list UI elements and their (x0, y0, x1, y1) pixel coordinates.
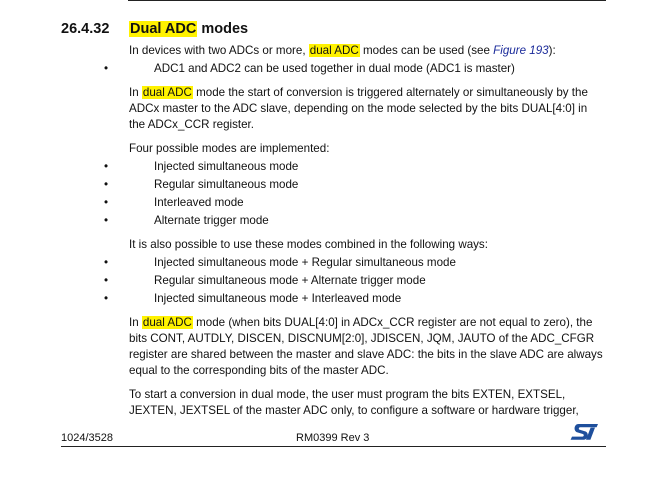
paragraph-combined: It is also possible to use these modes combined in the following ways: (129, 238, 488, 251)
list-item (103, 159, 604, 175)
bullet: • (103, 196, 109, 209)
p1-post: ): (548, 44, 556, 57)
bullet: • (103, 178, 109, 191)
p1-mid: modes can be used (see (359, 44, 494, 57)
list-item-text: ADC1 and ADC2 can be used together in dual mode (ADC1 is master) (154, 62, 515, 75)
bullet: • (103, 160, 109, 173)
p1-pre: In devices with two ADCs or more, (129, 44, 309, 57)
bullet: • (103, 214, 109, 227)
p1-highlight: dual ADC (309, 44, 359, 57)
paragraph-start-conversion: To start a conversion in dual mode, the user must program the bits EXTEN, EXTSEL, JEXTEN, JEXTSEL of the master ADC only, to configure a software or hardware trigger, (129, 388, 579, 417)
p5-highlight: dual ADC (142, 316, 192, 329)
list-adc-pairs (103, 61, 604, 77)
bullet: • (103, 62, 109, 75)
paragraph-dual-mode (129, 85, 604, 133)
p2-highlight: dual ADC (142, 86, 192, 99)
paragraph-intro (129, 43, 604, 59)
p5-pre: In (129, 316, 142, 329)
list-item-text: Injected simultaneous mode + Interleaved mode (154, 292, 402, 305)
list-item (103, 273, 604, 289)
title-rest: modes (197, 21, 249, 37)
list-item (103, 255, 604, 271)
list-item-text: Regular simultaneous mode (154, 178, 299, 191)
st-logo-icon (568, 422, 604, 442)
list-item-text: Regular simultaneous mode + Alternate trigger mode (154, 274, 426, 287)
title-highlight: Dual ADC (130, 21, 197, 37)
p5-post: mode (when bits DUAL[4:0] in ADCx_CCR register are not equal to zero), the bits CONT, AUTDLY, DISCEN, DISCNUM[2:0], JDISCEN, JQM, JAUTO of the ADC_CFGR register are shared between the master and slave ADC: the bits in the slave ADC are always equal to the corresponding bits of the master ADC. (129, 316, 603, 377)
list-modes (103, 159, 604, 229)
bullet: • (103, 256, 109, 269)
paragraph-shared-bits (129, 315, 604, 379)
page-number: 1024/3528 (61, 432, 113, 444)
list-item (103, 195, 604, 211)
top-rule (128, 0, 606, 1)
list-item-text: Injected simultaneous mode (154, 160, 299, 173)
list-item (103, 177, 604, 193)
list-item (103, 61, 604, 77)
list-item-text: Interleaved mode (154, 196, 244, 209)
section-number: 26.4.32 (61, 21, 110, 37)
p2-pre: In (129, 86, 142, 99)
figure-link[interactable]: Figure 193 (493, 44, 549, 57)
section-title (129, 19, 248, 39)
document-revision: RM0399 Rev 3 (296, 432, 370, 444)
list-item (103, 213, 604, 229)
p2-post: mode the start of conversion is triggered alternately or simultaneously by the ADCx master to the ADC slave, depending on the mode selected by the bits DUAL[4:0] in the ADCx_CCR register. (129, 86, 588, 131)
body-text (103, 43, 604, 419)
bullet: • (103, 292, 109, 305)
list-item-text: Injected simultaneous mode + Regular simultaneous mode (154, 256, 456, 269)
paragraph-four-modes: Four possible modes are implemented: (129, 142, 330, 155)
bullet: • (103, 274, 109, 287)
list-combined-modes (103, 255, 604, 307)
bottom-rule (61, 446, 606, 447)
list-item (103, 291, 604, 307)
list-item-text: Alternate trigger mode (154, 214, 269, 227)
